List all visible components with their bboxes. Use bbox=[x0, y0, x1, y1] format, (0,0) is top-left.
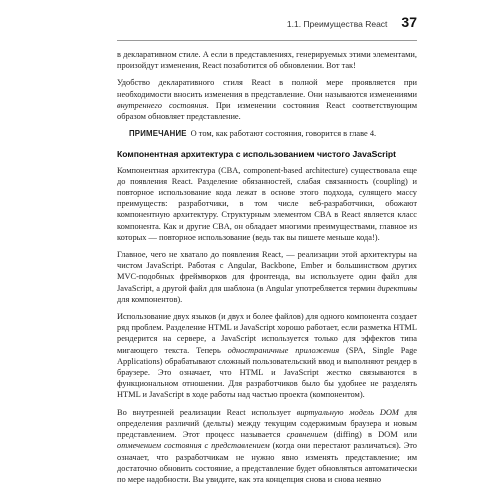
section-title: 1.1. Преимущества React bbox=[286, 19, 388, 29]
page-body bbox=[117, 41, 417, 485]
paragraph-3: Компонентная архитектура (CBA, component-based architecture) существовала еще до появления React. Разделение обязанностей, слабая связанность (coupling) и повторное использование кода лежат в основе этого подхода, сулящего массу преимуществ: разработчики, в том числе веб-разработчики, обожают компонентную архитектуру. Структурным элементом CBA в React является класс компонента. Как и другие CBA, он обладает многими преимуществами, главное из которых — повторное использование (ведь так вы пишете меньше кода!). bbox=[117, 165, 417, 242]
emphasis-term: внутреннего состояния bbox=[117, 100, 207, 110]
paragraph-6: Во внутренней реализации React использует виртуальную модель DOM для определения различий (дельты) между текущим содержимым браузера и новым представлением. Этот процесс называется сравнением (diffing) в DOM или отмечением состояния с представлением (когда они перестают различаться). Это означает, что разработчикам не нужно явно изменять представление; им достаточно обновить состояние, а представление будет обновляться автоматически по мере надобности. Вы увидите, как эта концепция снова и снова неявно bbox=[117, 407, 417, 484]
note-block bbox=[129, 128, 417, 139]
emphasis-term: виртуальную модель DOM bbox=[296, 407, 399, 417]
running-header bbox=[117, 14, 417, 41]
emphasis-term: директивы bbox=[377, 283, 417, 293]
note-text: О том, как работают состояния, говорится в главе 4. bbox=[190, 129, 377, 139]
emphasis-term: отмечением состояния с представлением bbox=[117, 441, 270, 451]
paragraph-2: Удобство декларативного стиля React в полной мере проявляется при необходимости вносить изменения в представление. Они называются изменениями внутреннего состояния. При изменении состояния React соответствующим образом обновляет представление. bbox=[117, 78, 417, 122]
book-page bbox=[117, 14, 417, 491]
emphasis-term: одностраничные приложения bbox=[227, 345, 340, 355]
emphasis-term: сравнением bbox=[286, 430, 328, 440]
paragraph-5: Использование двух языков (и двух и более файлов) для одного компонента создает ряд проблем. Разделение HTML и JavaScript хорошо работает, если разметка HTML рендерится на сервере, а JavaScript используется только для эффектов типа мигающего текста. Теперь одностраничные приложения (SPA, Single Page Applications) обрабатывают сложный пользовательский ввод и выполняют рендер в браузере. Это означает, что HTML и JavaScript жестко связываются в функциональном отношении. Для разработчиков было бы удобнее не разделять HTML и JavaScript в ходе работы над частью проекта (компонентом). bbox=[117, 312, 417, 400]
section-heading: Компонентная архитектура с использованием чистого JavaScript bbox=[117, 149, 397, 160]
paragraph-4: Главное, чего не хватало до появления React, — реализации этой архитектуры на чистом JavaScript. Работая с Angular, Backbone, Ember и большинством других MVC-подобных фреймворков для фронтенда, вы используете один файл для JavaScript, а другой файл для шаблона (в Angular употребляется термин директивы для компонентов). bbox=[117, 250, 417, 304]
note-label: ПРИМЕЧАНИЕ bbox=[129, 129, 187, 139]
paragraph-1: в декларативном стиле. А если в представлениях, генерируемых этими элементами, произойдут изменения, React позаботится об обновлении. Вот так! bbox=[117, 50, 417, 71]
page-number: 37 bbox=[401, 14, 417, 30]
